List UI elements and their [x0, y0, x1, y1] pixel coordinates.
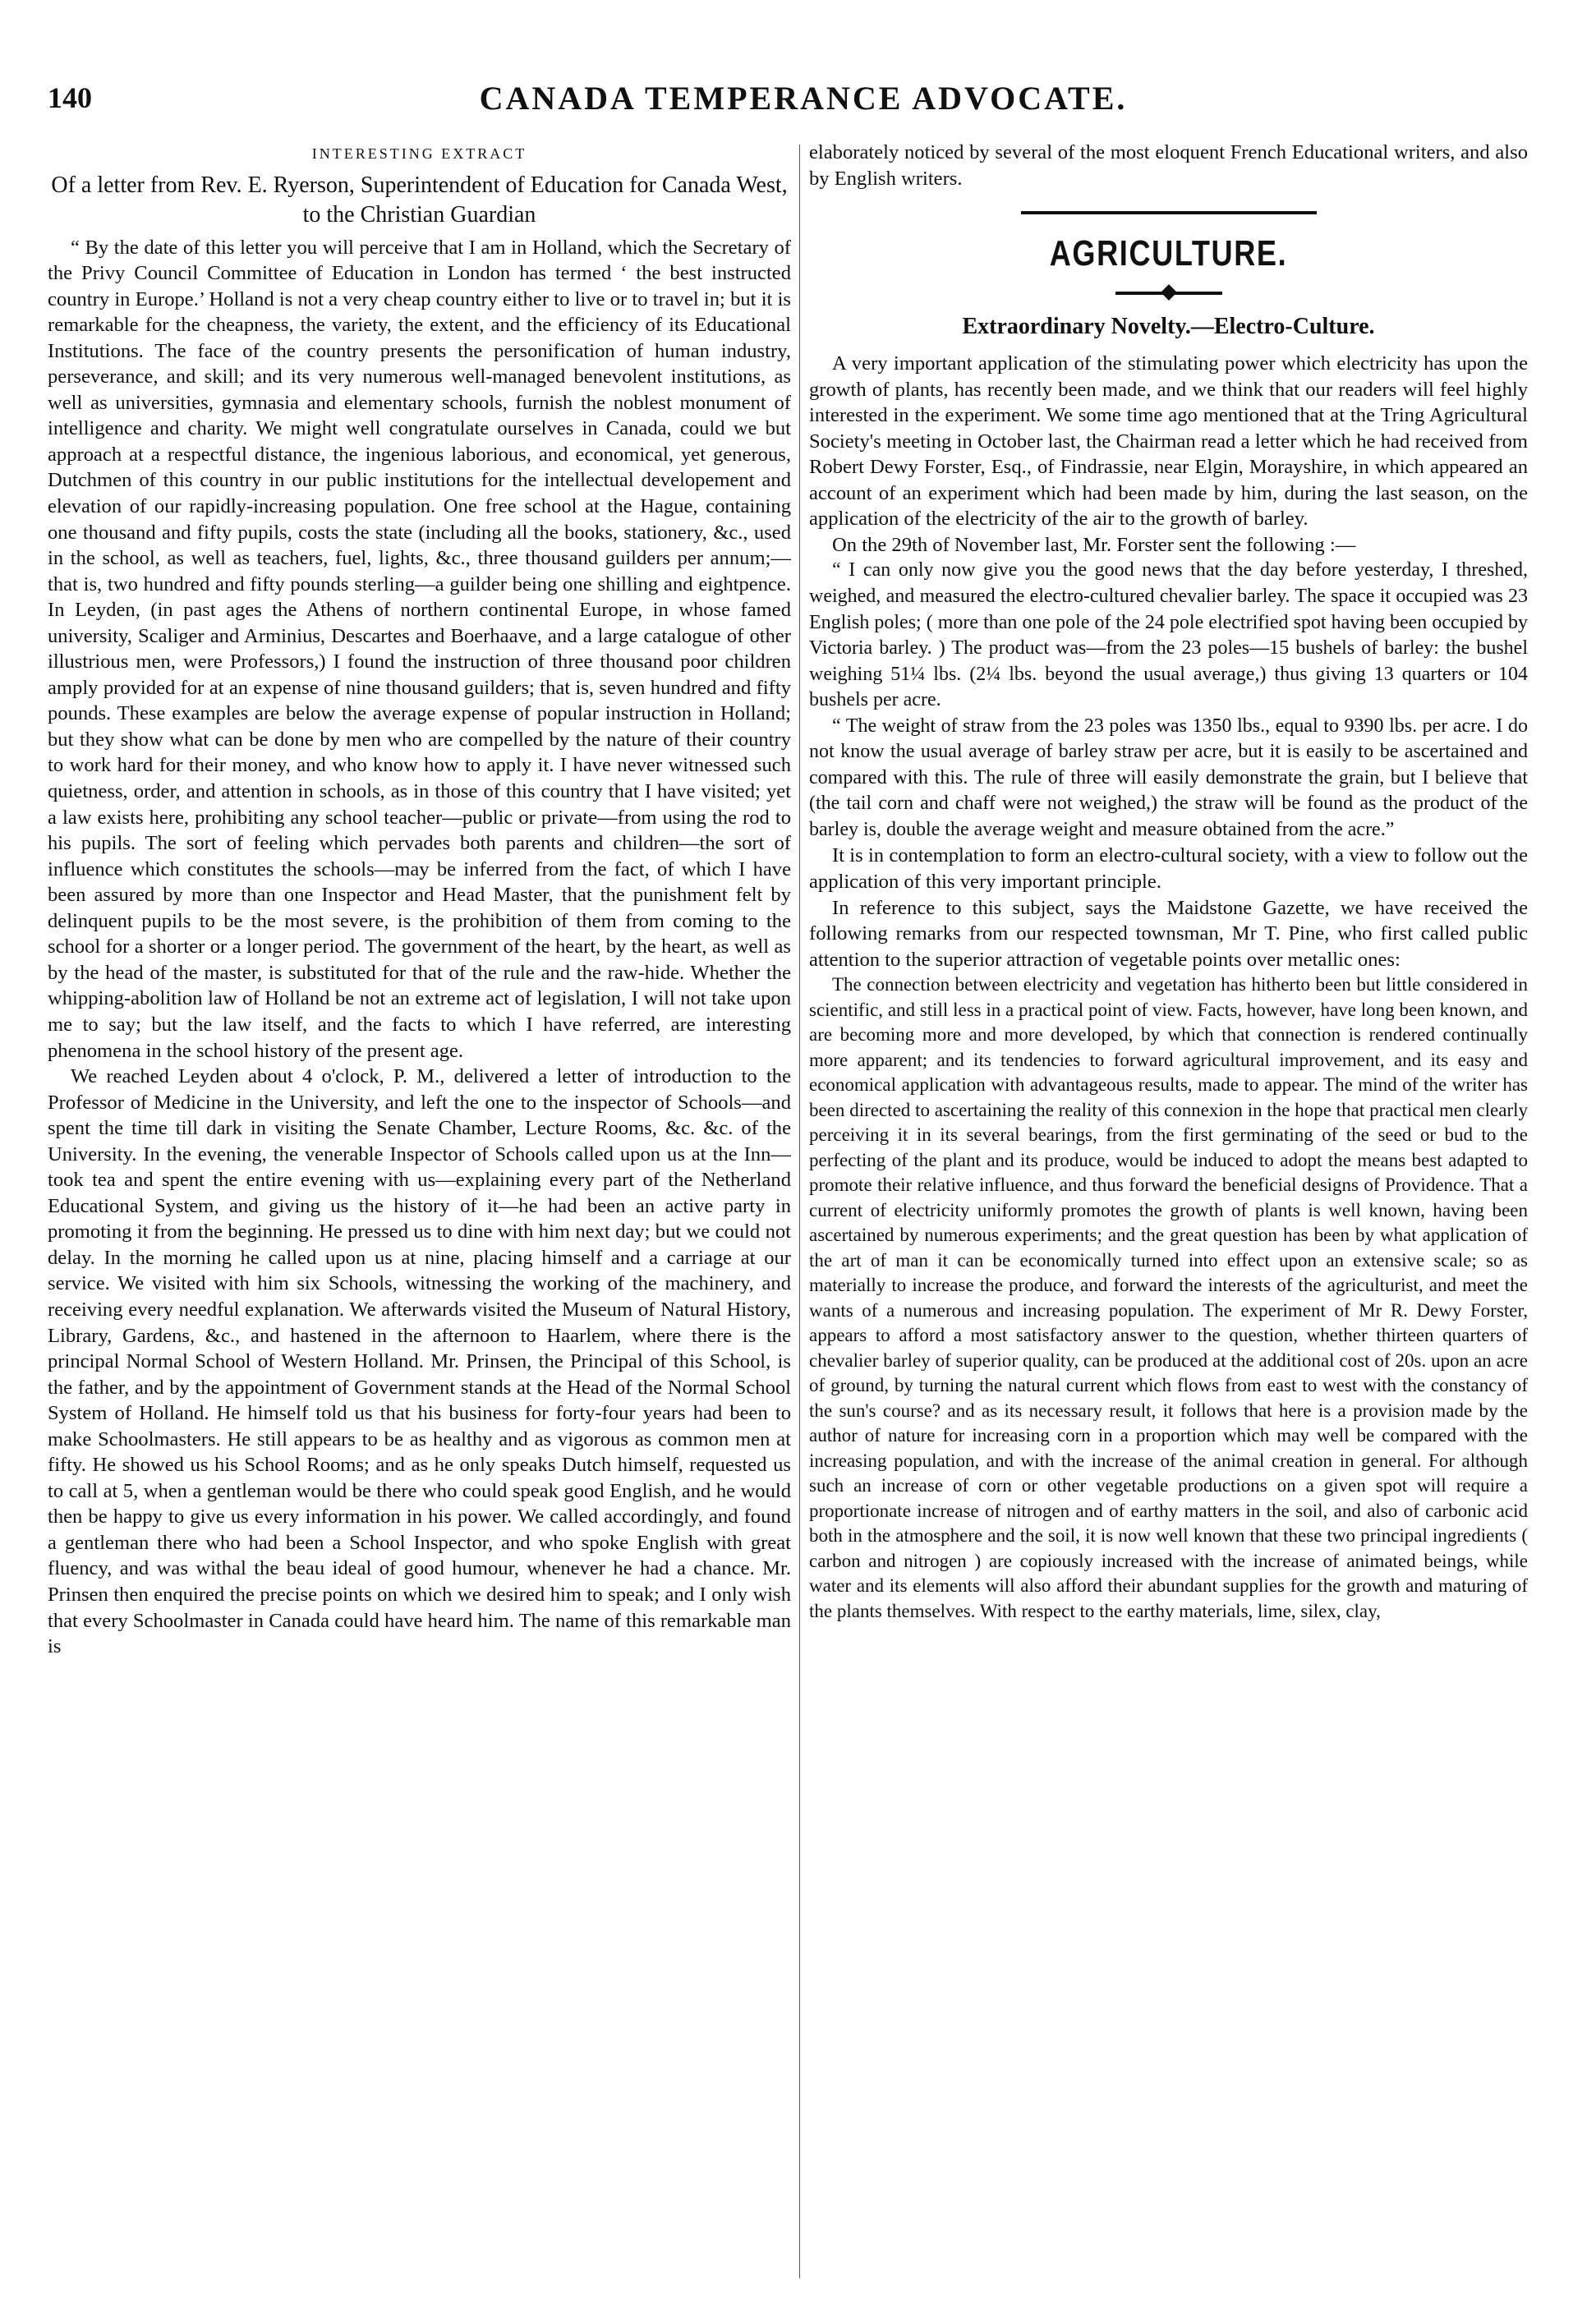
column-divider: [799, 145, 800, 2278]
quoted-letter-paragraph: “ The weight of straw from the 23 poles was 1350 lbs., equal to 9390 lbs. per acre. I do not know the usual average of barley straw per acre, but it is easily to be ascertained and compared with this. The rule of three will easily demonstrate the grain, but I believe that (the tail corn and chaff were not weighed,) the straw will be found as the product of the barley is, double the average weight and measure obtained from the acre.”: [809, 715, 1528, 840]
section-divider: [1021, 211, 1317, 214]
extract-kicker: INTERESTING EXTRACT: [311, 145, 527, 162]
article-paragraph: On the 29th of November last, Mr. Forster sent the following :—: [832, 533, 1356, 556]
section-title: AGRICULTURE.: [1049, 233, 1288, 274]
article-paragraph: It is in contemplation to form an electro-cultural society, with a view to follow out the application of this very important principle.: [809, 844, 1528, 894]
extract-paragraph: “ By the date of this letter you will perceive that I am in Holland, which the Secretary of the Privy Council Committee of Education in London has termed ‘ the best instructed country in Europe.’ Holland is not a very cheap country either to live or to travel in; but it is remarkable for the cheapness, the variety, the extent, and the efficiency of its Educational Institutions. The face of the country presents the personification of human industry, perseverance, and skill; and its very numerous well-managed benevolent institutions, as well as universities, gymnasia and elementary schools, furnish the noblest monument of intelligence and charity. We might well congratulate ourselves in Canada, could we but approach at a respectful distance, the ingenious laborious, and economical, yet generous, Dutchmen of this country in our public institutions for the intellectual developement and elevation of our rapidly-increasing population. One free school at the Hague, containing one thousand and fifty pupils, costs the state (including all the books, stationery, &c., used in the school, as well as teachers, fuel, lights, &c., three thousand guilders per annum;—that is, two hundred and fifty pounds sterling—a guilder being one shilling and eightpence. In Leyden, (in past ages the Athens of northern continental Europe, in whose famed university, Scaliger and Arminius, Descartes and Boerhaave, and a large catalogue of other illustrious men, were Professors,) I found the instruction of three thousand poor children amply provided for at an expense of nine thousand guilders; that is, seven hundred and fifty pounds. These examples are below the average expense of popular instruction in Holland; but they show what can be done by men who are compelled by the nature of their country to work hard for their money, and who know how to apply it. I have never witnessed such quietness, order, and attention in schools, as in those of this country that I have visited; yet a law exists here, prohibiting any school teacher—public or private—from using the rod to his pupils. The sort of feeling which pervades both parents and children—the sort of influence which constitutes the schools—may be inferred from the fact, of which I have been assured by more than one Inspector and Head Master, that the punishment felt by delinquent pupils to be the most severe, is the prohibition of them from coming to the school for a shorter or a longer period. The government of the heart, by the heart, as well as by the head of the master, is substituted for that of the rule and the raw-hide. Whether the whipping-abolition law of Holland be not an extreme act of legislation, I will not take upon me to say; but the law itself, and the facts to which I have referred, are interesting phenomena in the school history of the present age.: [48, 236, 791, 1062]
article-title: Extraordinary Novelty.—Electro-Culture.: [962, 314, 1375, 340]
page-header: [48, 64, 1559, 125]
left-column: [48, 140, 791, 2283]
journal-title: CANADA TEMPERANCE ADVOCATE.: [479, 80, 1128, 117]
extract-title: Of a letter from Rev. E. Ryerson, Superintendent of Education for Canada West, to the Christian Guardian: [51, 172, 788, 228]
right-column: [809, 140, 1528, 2283]
article-paragraph: In reference to this subject, says the Maidstone Gazette, we have received the following remarks from our respected townsman, Mr T. Pine, who first called public attention to the superior attraction of vegetable points over metallic ones:: [809, 896, 1528, 971]
ornament-rule: [1115, 292, 1222, 295]
article-paragraph: The connection between electricity and vegetation has hitherto been but little considered in scientific, and still less in a practical point of view. Facts, however, have long been known, and are becoming more and more developed, by which that connection is rendered continually more apparent; and its tendencies to forward agricultural improvement, and its easy and economical application with advantageous results, made to appear. The mind of the writer has been directed to ascertaining the reality of this connexion in the hope that practical men clearly perceiving it in its several bearings, from the first germinating of the seed or bud to the perfecting of the plant and its produce, would be induced to adopt the means best adapted to promote their relative influence, and thus forward the beneficial designs of Providence. That a current of electricity uniformly promotes the growth of plants is well known, having been ascertained by numerous experiments; and the great question has been by what application of the art of man it can be economically turned into effect upon an extensive scale; so as materially to increase the produce, and forward the interests of the agriculturist, and meet the wants of a numerous and increasing population. The experiment of Mr R. Dewy Forster, appears to afford a most satisfactory answer to the question, whether thirteen quarters of chevalier barley of superior quality, can be produced at the additional cost of 20s. upon an acre of ground, by turning the natural current which flows from east to west with the constancy of the sun's course? and as its necessary result, it follows that here is a provision made by the author of nature for increasing corn in a proportion which may well be compared with the increasing population, and with the increase of the animal creation in general. For although such an increase of corn or other vegetable productions on a given spot will require a proportionate increase of nitrogen and of earthy matters in the soil, and also of carbonic acid both in the atmosphere and the soil, it is now well known that these two principal ingredients ( carbon and nitrogen ) are copiously increased with the increase of animated beings, while water and its elements will also afford their abundant supplies for the growth and maturing of the plants themselves. With respect to the earthy materials, lime, silex, clay,: [809, 974, 1528, 1621]
quoted-letter-paragraph: “ I can only now give you the good news that the day before yesterday, I threshed, weighed, and measured the electro-cultured chevalier barley. The space it occupied was 23 English poles; ( more than one pole of the 24 pole electrified spot having been occupied by Victoria barley. ) The product was—from the 23 poles—15 bushels of barley: the bushel weighing 51¼ lbs. (2¼ lbs. beyond the usual average,) thus giving 13 quarters or 104 bushels per acre.: [809, 559, 1528, 711]
extract-paragraph: We reached Leyden about 4 o'clock, P. M., delivered a letter of introduction to the Professor of Medicine in the University, and left the one to the inspector of Schools—and spent the time till dark in visiting the Senate Chamber, Lecture Rooms, &c. &c. of the University. In the evening, the venerable Inspector of Schools called upon us at the Inn—took tea and spent the entire evening with us—explaining every part of the Netherland Educational System, and giving us the history of it—he had been an active party in promoting it from the beginning. He pressed us to dine with him next day; but we could not delay. In the morning he called upon us at nine, placing himself and a carriage at our service. We visited with him six Schools, witnessing the working of the machinery, and receiving every needful explanation. We afterwards visited the Museum of Natural History, Library, Gardens, &c., and hastened in the afternoon to Haarlem, where there is the principal Normal School of Western Holland. Mr. Prinsen, the Principal of this School, is the father, and by the appointment of Government stands at the Head of the Normal School System of Holland. He himself told us that his business for forty-four years had been to make Schoolmasters. He still appears to be as healthy and as vigorous as common men at fifty. He showed us his School Rooms; and as he only speaks Dutch himself, requested us to call at 5, when a gentleman would be there who could speak good English, and he would then be happy to give us every information in his power. We called accordingly, and found a gentleman there who had been a School Inspector, and who spoke English with great fluency, and was withal the beau ideal of good humour, whenever he had a chance. Mr. Prinsen then enquired the precise points on which we desired him to speak; and I only wish that every Schoolmaster in Canada could have heard him. The name of this remarkable man is: [48, 1065, 791, 1658]
article-paragraph: A very important application of the stimulating power which electricity has upon the growth of plants, has recently been made, and we think that our readers will feel highly interested in the experiment. We some time ago mentioned that at the Tring Agricultural Society's meeting in October last, the Chairman read a letter which he had received from Robert Dewy Forster, Esq., of Findrassie, near Elgin, Morayshire, in which appeared an account of an experiment which had been made by him, during the last season, on the application of the electricity of the air to the growth of barley.: [809, 352, 1528, 531]
continued-paragraph: elaborately noticed by several of the most eloquent French Educational writers, and also by English writers.: [809, 141, 1528, 190]
page-number: 140: [48, 81, 92, 114]
